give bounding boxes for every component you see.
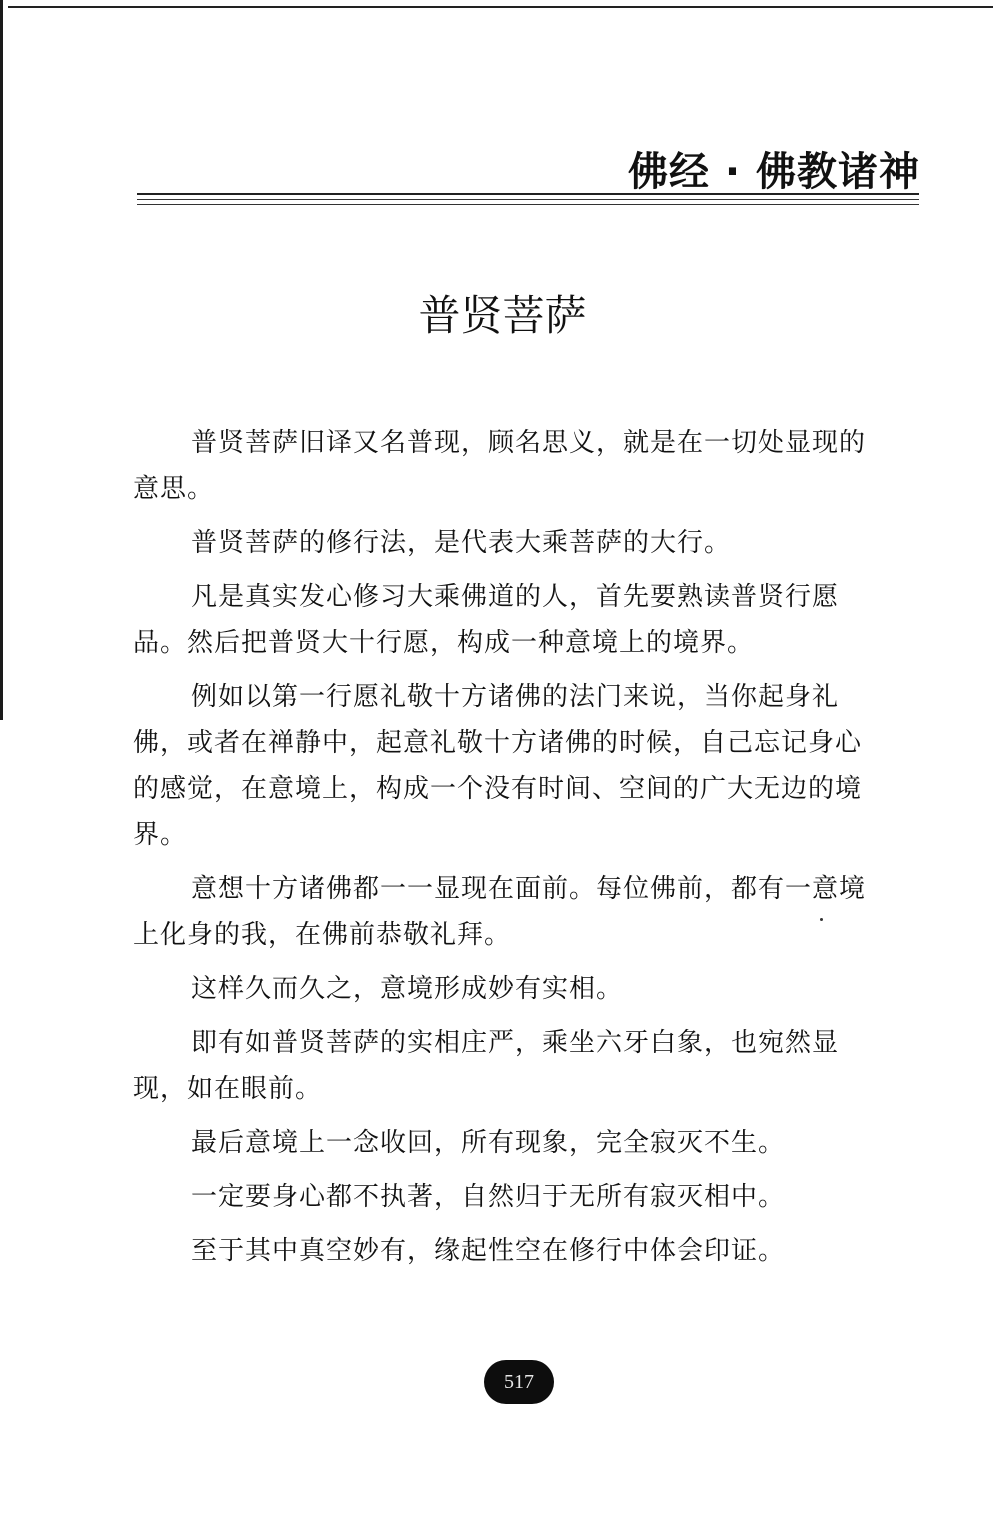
paragraph: 最后意境上一念收回，所有现象，完全寂灭不生。 <box>191 1128 786 1158</box>
article-title: 普贤菩萨 <box>418 291 587 340</box>
paragraph: 这样久而久之，意境形成妙有实相。 <box>191 974 624 1004</box>
running-header: 佛经 · 佛教诸神 <box>627 149 920 195</box>
header-rule <box>137 204 919 205</box>
header-rule <box>137 193 919 195</box>
paragraph: 普贤菩萨的修行法，是代表大乘菩萨的大行。 <box>191 528 732 558</box>
page-number-badge: 517 <box>484 1360 554 1404</box>
binding-edge <box>0 0 3 720</box>
paragraph: 至于其中真空妙有，缘起性空在修行中体会印证。 <box>191 1236 786 1266</box>
paragraph: 普贤菩萨旧译又名普现，顾名思义，就是在一切处显现的意思。 <box>133 428 867 504</box>
paragraph: 例如以第一行愿礼敬十方诸佛的法门来说，当你起身礼佛，或者在禅静中，起意礼敬十方诸佛的时候，自己忘记身心的感觉，在意境上，构成一个没有时间、空间的广大无边的境界。 <box>133 682 863 850</box>
header-rule <box>137 199 919 200</box>
scan-speck <box>820 918 823 921</box>
paragraph: 凡是真实发心修习大乘佛道的人，首先要熟读普贤行愿品。然后把普贤大十行愿，构成一种意境上的境界。 <box>133 582 840 658</box>
paragraph: 意想十方诸佛都一一显现在面前。每位佛前，都有一意境上化身的我，在佛前恭敬礼拜。 <box>133 874 867 950</box>
paragraph: 一定要身心都不执著，自然归于无所有寂灭相中。 <box>191 1182 786 1212</box>
article-body <box>133 420 873 1282</box>
paragraph: 即有如普贤菩萨的实相庄严，乘坐六牙白象，也宛然显现，如在眼前。 <box>133 1028 840 1104</box>
page-top-rule <box>8 6 993 8</box>
